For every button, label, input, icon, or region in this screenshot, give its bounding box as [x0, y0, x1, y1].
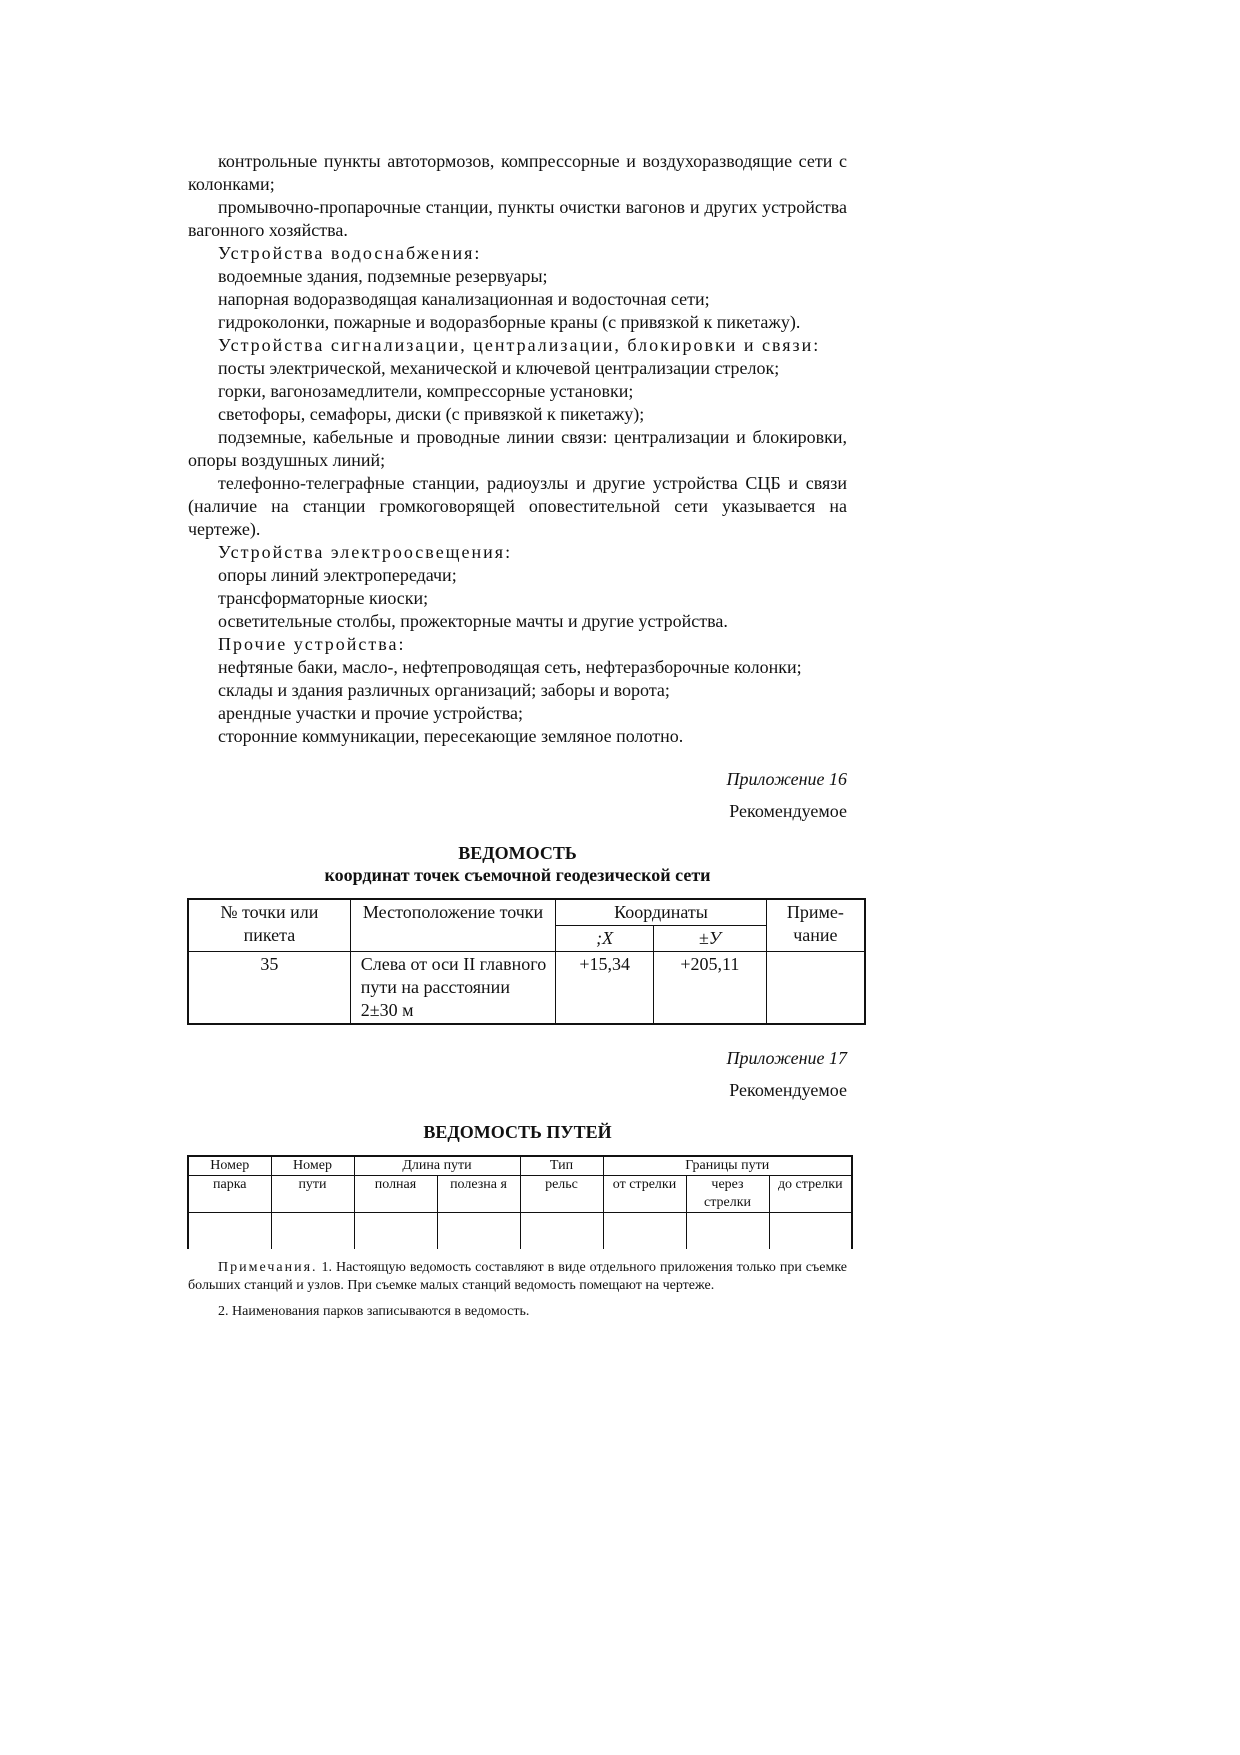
list-item: светофоры, семафоры, диски (с привязкой к пикетажу); — [218, 404, 645, 424]
cell-y: +205,11 — [654, 952, 767, 1025]
list-item: склады и здания различных организаций; заборы и ворота; — [218, 680, 670, 700]
header-track: Номер — [271, 1156, 354, 1176]
coordinates-table — [187, 898, 866, 1025]
list-item: напорная водоразводящая канализационная и водосточная сети; — [218, 289, 710, 309]
appendix-16-label: Приложение 16 — [726, 769, 847, 789]
list-item: опоры линий электропередачи; — [218, 565, 457, 585]
header-park: Номер — [188, 1156, 271, 1176]
note-1: 1. Настоящую ведомость составляют в виде отдельного приложения только при съемке больших станций и узлов. При съемке малых станций ведомость помещают на чертеже. — [188, 1260, 848, 1293]
table-row — [188, 952, 865, 1025]
list-item: промывочно-пропарочные станции, пункты очистки вагонов и других устройства вагонного хозяйства. — [188, 197, 847, 240]
subheader: через стрелки — [686, 1176, 769, 1213]
table1-title: ВЕДОМОСТЬ — [458, 843, 577, 863]
subheader: рельс — [520, 1176, 603, 1213]
cell-x: +15,34 — [556, 952, 654, 1025]
list-item: нефтяные баки, масло-, нефтепроводящая сеть, нефтеразборочные колонки; — [218, 657, 802, 677]
header-y: ±У — [654, 926, 767, 952]
list-item: контрольные пункты автотормозов, компрессорные и воздухоразводящие сети с колонками; — [188, 151, 847, 194]
section-heading: Устройства электроосвещения: — [218, 542, 513, 562]
appendix-17-status: Рекомендуемое — [729, 1080, 847, 1100]
header-point: № точки или пикета — [188, 899, 350, 952]
table2-title: ВЕДОМОСТЬ ПУТЕЙ — [423, 1122, 612, 1142]
subheader: парка — [188, 1176, 271, 1213]
notes — [188, 1259, 847, 1321]
section-heading: Устройства водоснабжения: — [218, 243, 482, 263]
cell-point: 35 — [188, 952, 350, 1025]
subheader: полная — [354, 1176, 437, 1213]
subheader: пути — [271, 1176, 354, 1213]
cell-location: Слева от оси II главного пути на расстоянии 2±30 м — [350, 952, 556, 1025]
tracks-table — [187, 1155, 853, 1249]
table1-subtitle: координат точек съемочной геодезической сети — [324, 865, 711, 885]
page-content — [188, 150, 847, 1329]
cell-note — [766, 952, 865, 1025]
header-length: Длина пути — [354, 1156, 520, 1176]
header-x: ;X — [556, 926, 654, 952]
header-note: Приме-чание — [766, 899, 865, 952]
table-row — [188, 1213, 852, 1250]
list-item: трансформаторные киоски; — [218, 588, 429, 608]
list-item: посты электрической, механической и ключевой централизации стрелок; — [218, 358, 780, 378]
note-2: 2. Наименования парков записываются в ведомость. — [218, 1304, 530, 1319]
subheader: полезна я — [437, 1176, 520, 1213]
header-location: Местоположение точки — [350, 899, 556, 952]
list-item: осветительные столбы, прожекторные мачты и другие устройства. — [218, 611, 728, 631]
list-item: подземные, кабельные и проводные линии связи: централизации и блокировки, опоры воздушных линий; — [188, 427, 847, 470]
list-item: арендные участки и прочие устройства; — [218, 703, 524, 723]
list-item: гидроколонки, пожарные и водоразборные краны (с привязкой к пикетажу). — [218, 312, 801, 332]
appendix-17-label: Приложение 17 — [726, 1048, 847, 1068]
list-item: телефонно-телеграфные станции, радиоузлы и другие устройства СЦБ и связи (наличие на станции громкоговорящей оповестительной сети указывается на чертеже). — [188, 473, 847, 539]
section-heading: Устройства сигнализации, централизации, блокировки и связи: — [218, 335, 821, 355]
subheader: до стрелки — [769, 1176, 852, 1213]
notes-label: Примечания. — [218, 1260, 318, 1275]
section-heading: Прочие устройства: — [218, 634, 406, 654]
header-type: Тип — [520, 1156, 603, 1176]
header-coords: Координаты — [556, 899, 766, 926]
list-item: водоемные здания, подземные резервуары; — [218, 266, 548, 286]
list-item: горки, вагонозамедлители, компрессорные установки; — [218, 381, 634, 401]
header-bounds: Границы пути — [603, 1156, 852, 1176]
body-text — [188, 150, 847, 748]
list-item: сторонние коммуникации, пересекающие земляное полотно. — [218, 726, 684, 746]
subheader: от стрелки — [603, 1176, 686, 1213]
appendix-16-status: Рекомендуемое — [729, 801, 847, 821]
